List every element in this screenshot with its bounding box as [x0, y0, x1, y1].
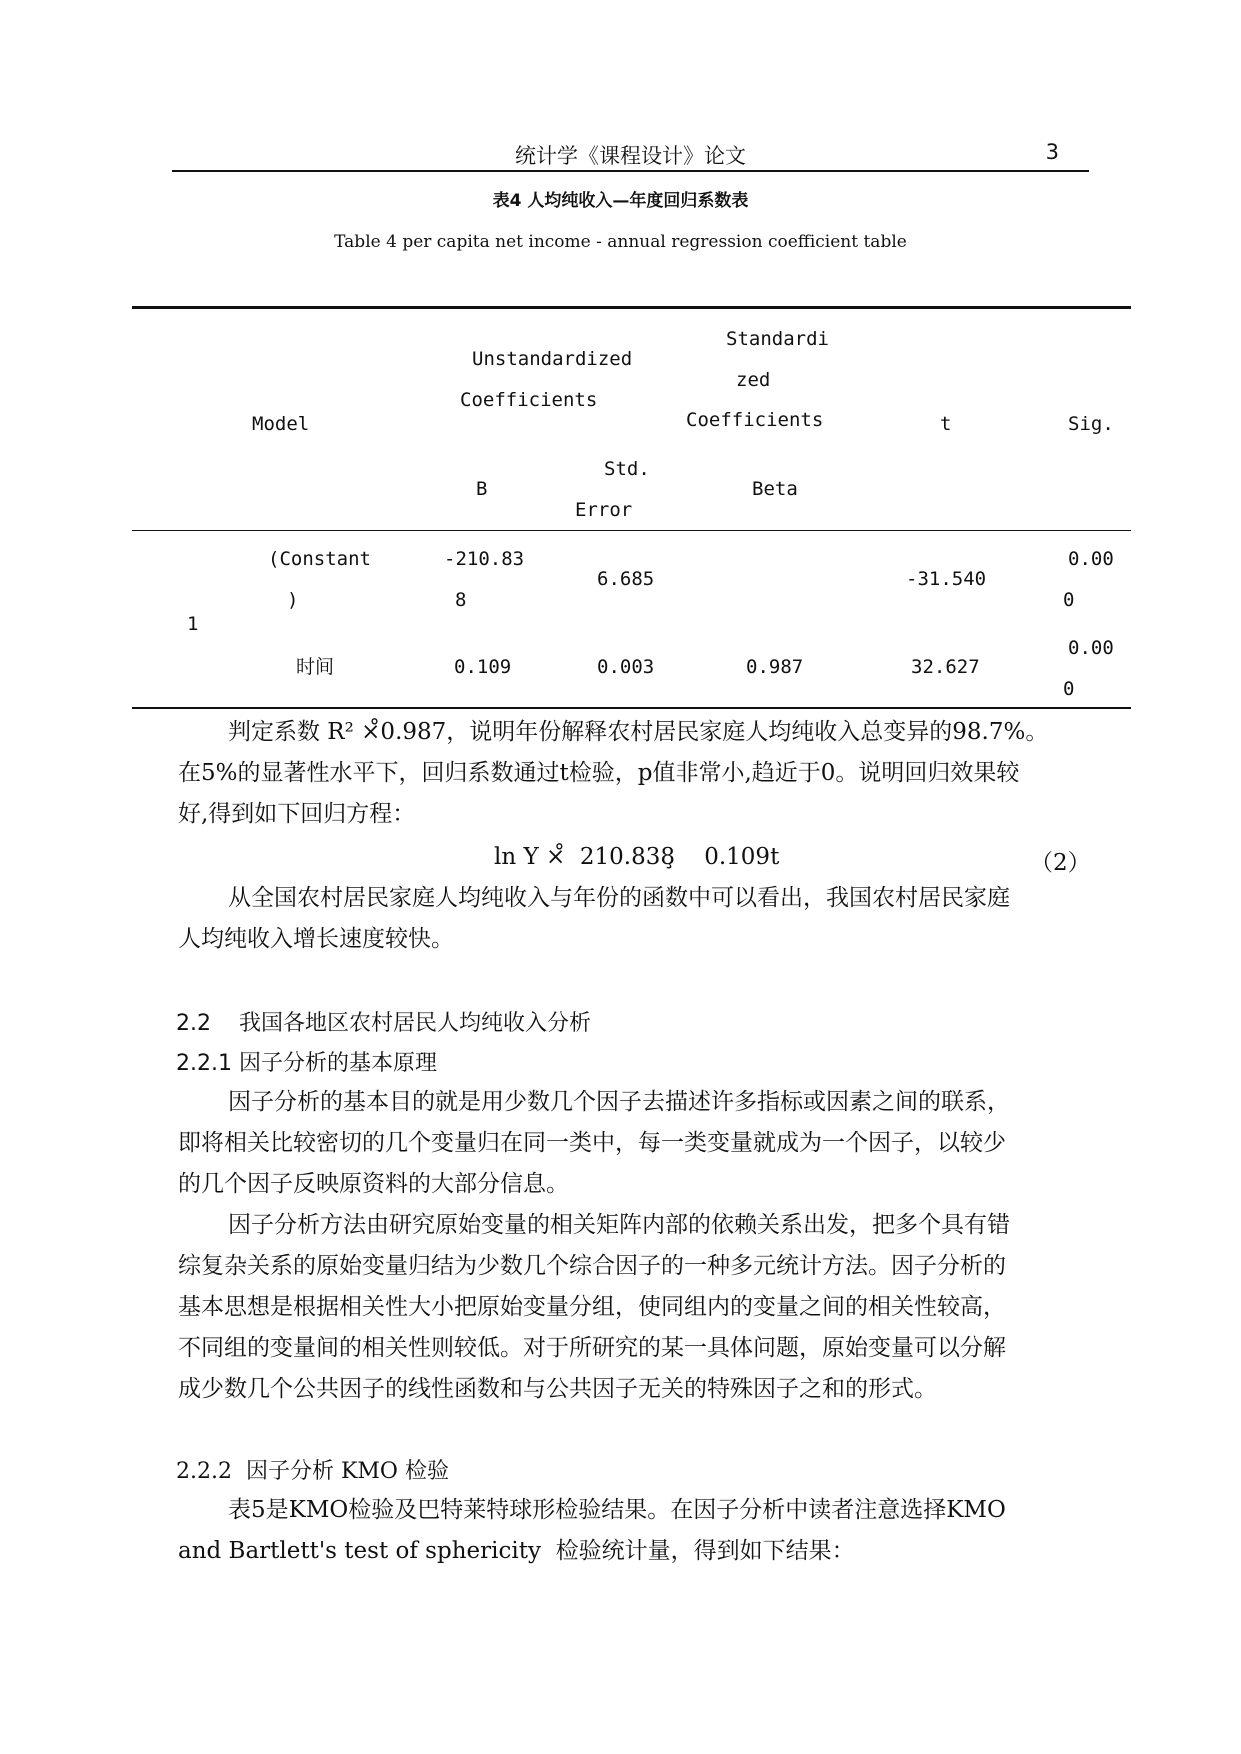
section-heading-2-2: 2.2 我国各地区农村居民人均纯收入分析	[176, 1011, 591, 1036]
text-line: 成少数几个公共因子的线性函数和与公共因子无关的特殊因子之和的形式。	[178, 1376, 937, 1402]
text-line: 判定系数 R² ×̊0.987，说明年份解释农村居民家庭人均纯收入总变异的98.7%。	[228, 719, 1049, 745]
text-line: 因子分析的基本目的就是用少数几个因子去描述许多指标或因素之间的联系，	[228, 1089, 1010, 1115]
text-line: 好,得到如下回归方程：	[178, 801, 416, 827]
header-t: t	[940, 413, 952, 435]
text-line: 综复杂关系的原始变量归结为少数几个综合因子的一种多元统计方法。因子分析的	[178, 1253, 1006, 1279]
header-std-error-2: Error	[575, 499, 633, 521]
section-heading-2-2-1: 2.2.1 因子分析的基本原理	[176, 1051, 437, 1076]
text-line: 的几个因子反映原资料的大部分信息。	[178, 1171, 569, 1197]
header-unstandardized-1: Unstandardized	[472, 348, 633, 370]
cell-sig: 0.00	[1068, 637, 1114, 659]
text-line: 即将相关比较密切的几个变量归在同一类中，每一类变量就成为一个因子，以较少	[178, 1130, 1006, 1156]
text-line: and Bartlett's test of sphericity 检验统计量，得到如下结果：	[178, 1538, 855, 1564]
table-top-rule	[132, 306, 1131, 309]
paragraph-factor-method	[178, 1205, 1090, 1410]
header-standardized-3: Coefficients	[686, 409, 824, 431]
header-title: 统计学《课程设计》论文	[515, 144, 746, 168]
model-number: 1	[187, 613, 199, 635]
text-line: 在5%的显著性水平下，回归系数通过t检验，p值非常小,趋近于0。说明回归效果较	[178, 760, 1020, 786]
text-line: 基本思想是根据相关性大小把原始变量分组，使同组内的变量之间的相关性较高，	[178, 1294, 1006, 1320]
paragraph-kmo	[178, 1490, 1090, 1572]
cell-t: -31.540	[906, 568, 987, 590]
header-b: B	[476, 478, 488, 500]
table-header-rule	[132, 530, 1131, 531]
header-sig: Sig.	[1068, 413, 1114, 435]
header-std-error-1: Std.	[604, 458, 650, 480]
running-header	[172, 138, 1089, 172]
section-heading-2-2-2: 2.2.2 因子分析 KMO 检验	[176, 1459, 449, 1484]
equation-number: （2）	[1030, 850, 1091, 876]
cell-sig: 0.00	[1068, 548, 1114, 570]
paragraph-growth	[178, 878, 1090, 960]
table-bottom-rule	[132, 707, 1131, 709]
header-standardized-2: zed	[736, 369, 771, 391]
cell-b: -210.83	[444, 548, 525, 570]
row-name-cont: )	[287, 589, 299, 611]
cell-beta: 0.987	[746, 656, 804, 678]
regression-equation: ln Y ×̊ 210.838̧ 0.109t	[494, 844, 780, 870]
table-caption-en: Table 4 per capita net income - annual regression coefficient table	[334, 232, 907, 252]
cell-b: 0.109	[454, 656, 512, 678]
cell-std-error: 0.003	[597, 656, 655, 678]
cell-sig-cont: 0	[1063, 589, 1075, 611]
text-line: 从全国农村居民家庭人均纯收入与年份的函数中可以看出，我国农村居民家庭	[228, 885, 1010, 911]
page-number: 3	[1045, 140, 1059, 164]
cell-t: 32.627	[911, 656, 980, 678]
cell-sig-cont: 0	[1063, 678, 1075, 700]
cell-std-error: 6.685	[597, 568, 655, 590]
header-beta: Beta	[752, 478, 798, 500]
header-model: Model	[252, 413, 310, 435]
paragraph-factor-purpose	[178, 1082, 1090, 1205]
text-line: 因子分析方法由研究原始变量的相关矩阵内部的依赖关系出发，把多个具有错	[228, 1212, 1010, 1238]
text-line: 人均纯收入增长速度较快。	[178, 926, 454, 952]
row-name: 时间	[296, 656, 335, 678]
header-unstandardized-2: Coefficients	[460, 389, 598, 411]
table-caption-cn: 表4 人均纯收入—年度回归系数表	[492, 191, 749, 211]
header-standardized-1: Standardi	[726, 328, 829, 350]
cell-b-cont: 8	[455, 589, 467, 611]
paragraph-r-squared	[178, 712, 1090, 835]
text-line: 表5是KMO检验及巴特莱特球形检验结果。在因子分析中读者注意选择KMO	[228, 1497, 1006, 1523]
row-name: (Constant	[268, 548, 371, 570]
text-line: 不同组的变量间的相关性则较低。对于所研究的某一具体问题，原始变量可以分解	[178, 1335, 1006, 1361]
